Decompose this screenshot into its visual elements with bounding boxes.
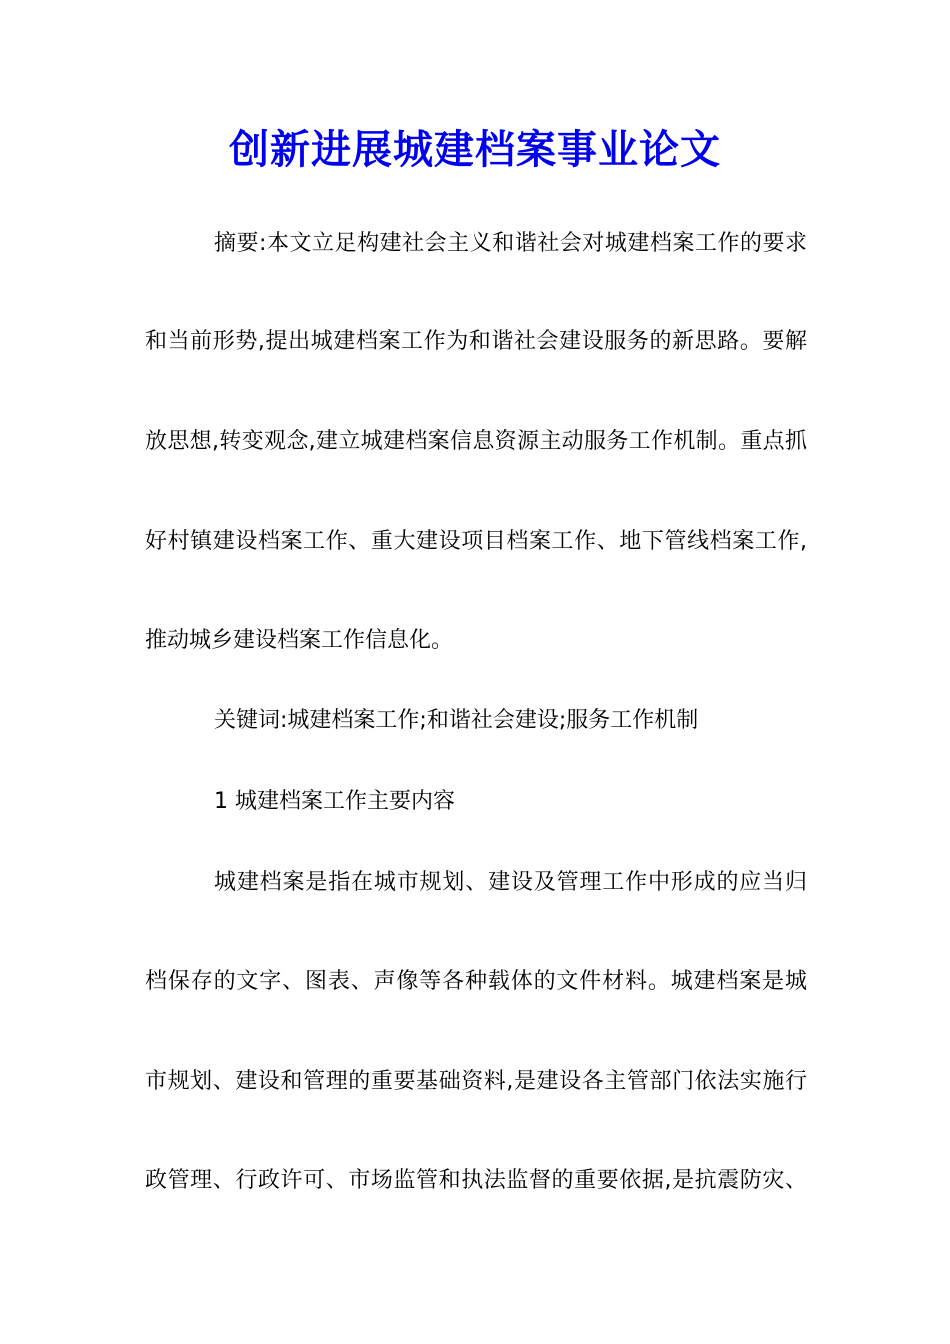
abstract-line-4: 好村镇建设档案工作、重大建设项目档案工作、地下管线档案工作, (145, 529, 807, 554)
document-title: 创新进展城建档案事业论文 (229, 126, 721, 173)
body-line-2: 档保存的文字、图表、声像等各种载体的文件材料。城建档案是城 (145, 969, 807, 994)
abstract-line-5: 推动城乡建设档案工作信息化。 (145, 628, 454, 653)
body-line-1: 城建档案是指在城市规划、建设及管理工作中形成的应当归 (214, 870, 807, 895)
keywords-line: 关键词:城建档案工作;和谐社会建设;服务工作机制 (214, 708, 699, 733)
abstract-line-2: 和当前形势,提出城建档案工作为和谐社会建设服务的新思路。要解 (145, 329, 807, 354)
body-line-3: 市规划、建设和管理的重要基础资料,是建设各主管部门依法实施行 (145, 1069, 807, 1094)
section-heading: 1 城建档案工作主要内容 (214, 789, 455, 814)
abstract-line-1: 摘要:本文立足构建社会主义和谐社会对城建档案工作的要求 (214, 231, 807, 256)
body-line-4: 政管理、行政许可、市场监管和执法监督的重要依据,是抗震防灾、 (145, 1168, 807, 1193)
abstract-line-3: 放思想,转变观念,建立城建档案信息资源主动服务工作机制。重点抓 (145, 429, 807, 454)
